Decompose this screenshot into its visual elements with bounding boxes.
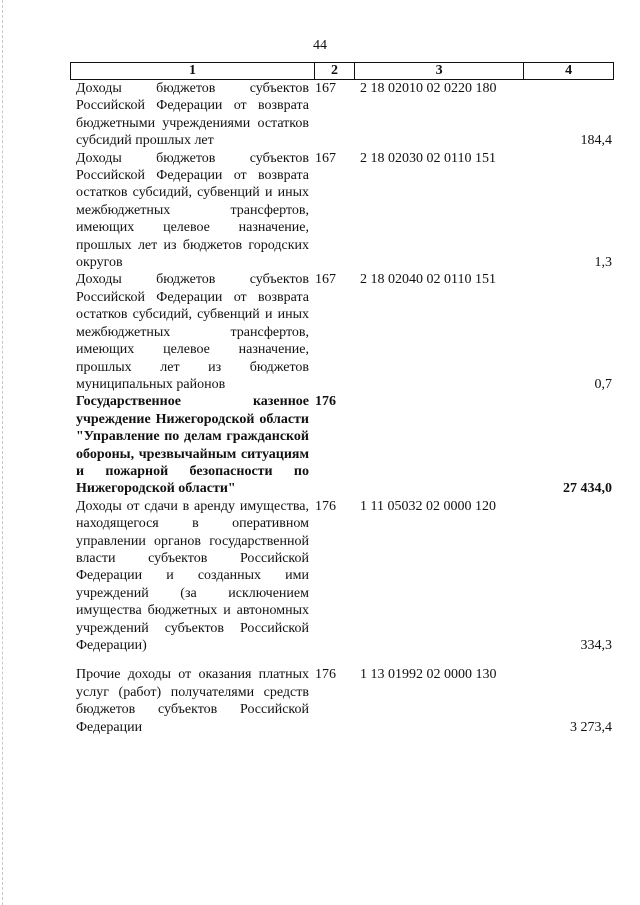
scan-left-edge — [2, 0, 3, 905]
column-header-3: 3 — [355, 63, 524, 79]
row-amount — [530, 666, 614, 736]
row-classification-code: 2 18 02010 02 0220 180 — [360, 81, 497, 96]
table-row-institution — [70, 393, 614, 497]
table-row — [70, 271, 614, 393]
row-admin-code: 176 — [315, 667, 336, 683]
row-amount — [530, 80, 614, 150]
row-amount — [530, 150, 614, 272]
table-row — [70, 150, 614, 272]
row-amount-value: 3 273,4 — [570, 719, 612, 735]
row-admin-code: 176 — [315, 394, 336, 410]
row-classification-code: 1 13 01992 02 0000 130 — [360, 667, 497, 683]
row-classification-code: 2 18 02030 02 0110 151 — [360, 150, 496, 166]
page-number: 44 — [313, 38, 327, 53]
row-amount-value: 184,4 — [580, 133, 612, 149]
row-name: Доходы бюджетов субъектов Российской Федерации от возврата остатков субсидий, субвенций и иных межбюджетных трансфертов, имеющих целевое назначение, прошлых лет из бюджетов муниципальных районов — [76, 272, 309, 392]
row-name: Доходы бюджетов субъектов Российской Федерации от возврата остатков субсидий, субвенций и иных межбюджетных трансфертов, имеющих целевое назначение, прошлых лет из бюджетов городских округов — [76, 150, 309, 271]
table-row — [70, 80, 614, 150]
table-row — [70, 498, 614, 655]
row-name: Прочие доходы от оказания платных услуг (работ) получателями средств бюджетов субъектов Российской Федерации — [76, 667, 309, 735]
row-classification-code: 2 18 02040 02 0110 151 — [360, 272, 496, 288]
row-classification-code — [355, 393, 530, 497]
row-amount — [530, 498, 614, 655]
row-spacer — [70, 654, 614, 666]
revenue-table — [70, 62, 614, 736]
row-admin-code: 167 — [315, 81, 336, 96]
row-amount-value: 27 434,0 — [563, 481, 612, 497]
row-classification-code: 1 11 05032 02 0000 120 — [360, 498, 496, 514]
column-header-4: 4 — [565, 63, 573, 78]
column-header-1: 1 — [71, 63, 315, 79]
row-amount — [530, 271, 614, 393]
column-header-2: 2 — [315, 63, 355, 79]
table-header-row — [70, 62, 614, 80]
row-amount-value: 1,3 — [594, 255, 612, 271]
row-name: Доходы бюджетов субъектов Российской Федерации от возврата бюджетными учреждениями остатков субсидий прошлых лет — [76, 81, 309, 149]
row-admin-code: 167 — [315, 150, 336, 166]
row-name: Государственное казенное учреждение Нижегородской области "Управление по делам гражданской обороны, чрезвычайным ситуациям и пожарной безопасности по Нижегородской области" — [76, 394, 309, 497]
row-amount-value: 334,3 — [580, 638, 612, 653]
row-admin-code: 167 — [315, 272, 336, 288]
table-row — [70, 666, 614, 736]
row-amount — [530, 393, 614, 497]
row-amount-value: 0,7 — [594, 376, 612, 392]
row-name: Доходы от сдачи в аренду имущества, находящегося в оперативном управлении органов государственной власти субъектов Российской Федерации и созданных ими учреждений (за исключением имущества бюджетных и автономных учреждений субъектов Российской Федерации) — [76, 498, 309, 653]
row-admin-code: 176 — [315, 498, 336, 514]
